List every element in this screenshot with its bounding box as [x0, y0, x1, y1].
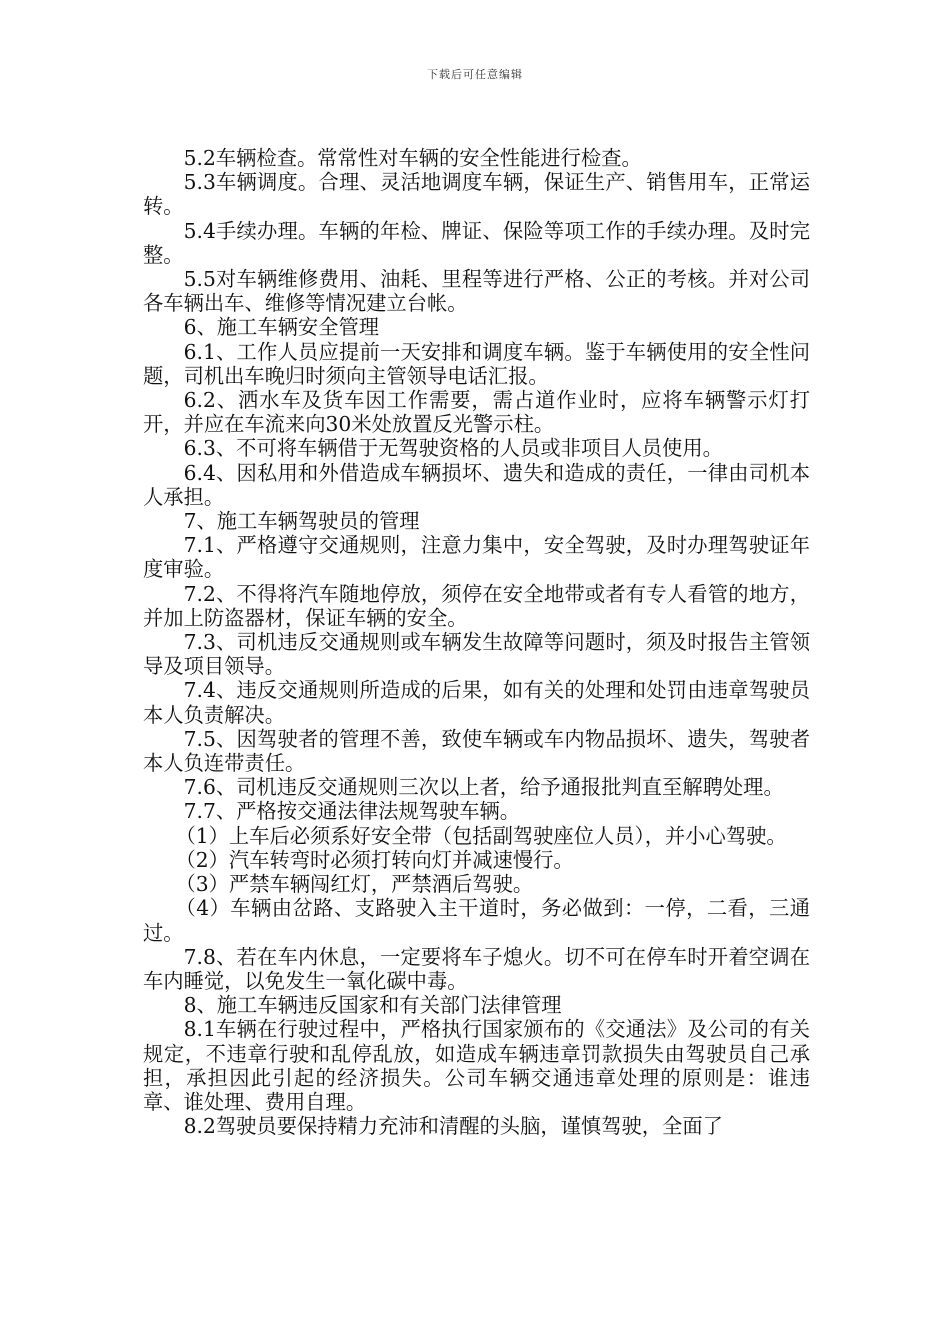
- list-item-3: （3）严禁车辆闯红灯，严禁酒后驾驶。: [175, 872, 534, 897]
- paragraph-5-5: 5.5对车辆维修费用、油耗、里程等进行严格、公正的考核。并对公司各车辆出车、维修等情况建立台帐。: [143, 267, 810, 316]
- paragraph-8-1: 8.1车辆在行驶过程中，严格执行国家颁布的《交通法》及公司的有关规定，不违章行驶和乱停乱放，如造成车辆违章罚款损失由驾驶员自己承担，承担因此引起的经济损失。公司车辆交通违章处理的原则是：谁违章、谁处理、费用自理。: [143, 1017, 810, 1114]
- paragraph-6-1: 6.1、工作人员应提前一天安排和调度车辆。鉴于车辆使用的安全性问题，司机出车晚归时须向主管领导电话汇报。: [143, 339, 810, 388]
- paragraph-7-4: 7.4、违反交通规则所造成的后果，如有关的处理和处罚由违章驾驶员本人负责解决。: [143, 678, 810, 727]
- paragraph-5-2: 5.2车辆检查。常常性对车辆的安全性能进行检查。: [183, 146, 642, 170]
- paragraph-7-2: 7.2、不得将汽车随地停放，须停在安全地带或者有专人看管的地方，并加上防盗器材，保证车辆的安全。: [143, 581, 810, 630]
- section-heading-7: 7、施工车辆驾驶员的管理: [183, 509, 420, 534]
- paragraph-7-8: 7.8、若在车内休息，一定要将车子熄火。切不可在停车时开着空调在车内睡觉，以免发生一氧化碳中毒。: [143, 944, 810, 993]
- list-item-1: （1）上车后必须系好安全带（包括副驾驶座位人员），并小心驾驶。: [175, 823, 787, 848]
- paragraph-5-4: 5.4手续办理。车辆的年检、牌证、保险等项工作的手续办理。及时完整。: [143, 218, 810, 267]
- paragraph-7-7: 7.7、严格按交通法律法规驾驶车辆。: [183, 799, 521, 824]
- paragraph-7-1: 7.1、严格遵守交通规则，注意力集中，安全驾驶，及时办理驾驶证年度审验。: [143, 533, 810, 582]
- paragraph-6-2: 6.2、洒水车及货车因工作需要，需占道作业时，应将车辆警示灯打开，并应在车流来向30米处放置反光警示柱。: [143, 388, 810, 437]
- paragraph-6-4: 6.4、因私用和外借造成车辆损坏、遗失和造成的责任，一律由司机本人承担。: [143, 460, 810, 509]
- paragraph-7-3: 7.3、司机违反交通规则或车辆发生故障等问题时，须及时报告主管领导及项目领导。: [143, 630, 810, 679]
- list-item-4: （4）车辆由岔路、支路驶入主干道时，务必做到：一停，二看，三通过。: [143, 896, 810, 945]
- paragraph-6-3: 6.3、不可将车辆借于无驾驶资格的人员或非项目人员使用。: [183, 436, 723, 461]
- document-body: [143, 146, 810, 1138]
- list-item-2: （2）汽车转弯时必须打转向灯并减速慢行。: [175, 847, 574, 872]
- paragraph-8-2: 8.2驾驶员要保持精力充沛和清醒的头脑，谨慎驾驶，全面了: [183, 1114, 723, 1139]
- paragraph-7-6: 7.6、司机违反交通规则三次以上者，给予通报批判直至解聘处理。: [183, 775, 784, 800]
- paragraph-7-5: 7.5、因驾驶者的管理不善，致使车辆或车内物品损坏、遗失，驾驶者本人负连带责任。: [143, 726, 810, 776]
- paragraph-5-3: 5.3车辆调度。合理、灵活地调度车辆，保证生产、销售用车，正常运转。: [143, 170, 810, 219]
- section-heading-6: 6、施工车辆安全管理: [183, 315, 380, 340]
- section-heading-8: 8、施工车辆违反国家和有关部门法律管理: [183, 993, 562, 1018]
- page-header: 下载后可任意编辑: [427, 68, 523, 81]
